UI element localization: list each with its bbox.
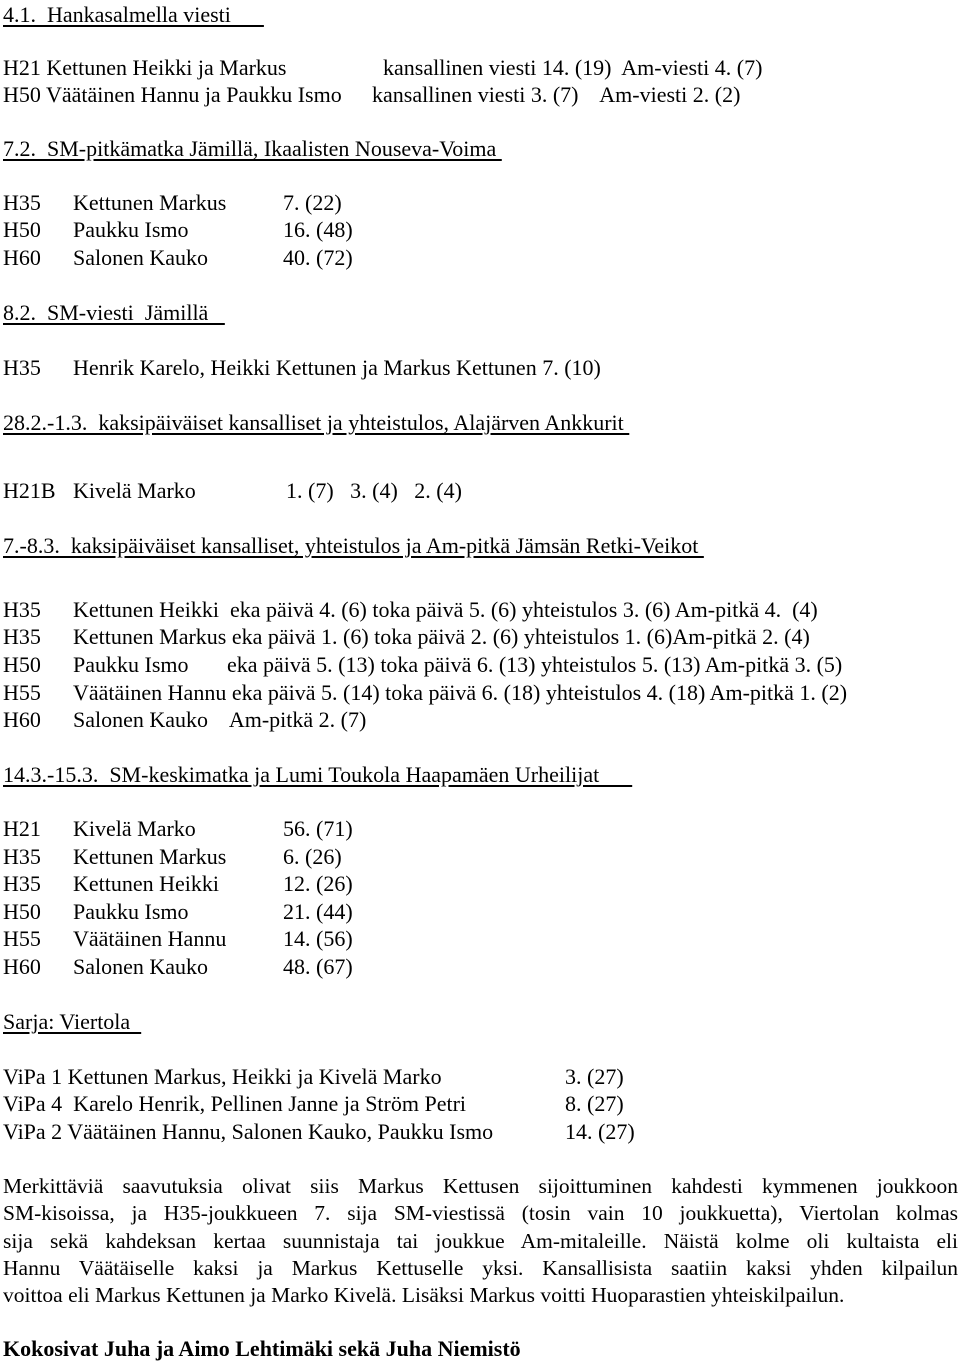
summary-line: Hannu Väätäiselle kaksi ja Markus Kettuselle yksi. Kansallisista saatiin kaksi yhden kilpailun [3,1255,958,1280]
result-name: Salonen Kauko [73,245,209,270]
result-class: H60 [3,707,41,732]
result-text: Kettunen Markus eka päivä 1. (6) toka päivä 2. (6) yhteistulos 1. (6)Am-pitkä 2. (4) [73,624,810,649]
result-class: H35 [3,844,41,869]
section-heading-jamsa: 7.-8.3. kaksipäiväiset kansalliset, yhteistulos ja Am-pitkä Jämsän Retki-Veikot [3,533,704,558]
result-class: H50 [3,652,41,677]
result-class: H60 [3,954,41,979]
author-credit: Kokosivat Juha ja Aimo Lehtimäki sekä Juha Niemistö [3,1336,521,1361]
result-class: H35 [3,624,41,649]
result-name: Kettunen Heikki [73,871,220,896]
result-name: H21 Kettunen Heikki ja Markus [3,55,287,80]
summary-line: SM-kisoissa, ja H35-joukkueen 7. sija SM-viestissä (tosin vain 10 joukkuetta), Viertolan kolmas [3,1201,958,1226]
result-value: 16. (48) [283,217,353,242]
result-value: 12. (26) [283,871,353,896]
result-name: Kivelä Marko [73,478,196,503]
result-name: Paukku Ismo [73,899,189,924]
result-class: H60 [3,245,41,270]
result-value: 48. (67) [283,954,353,979]
result-class: H55 [3,680,41,705]
result-text: Paukku Ismo eka päivä 5. (13) toka päivä 6. (13) yhteistulos 5. (13) Am-pitkä 3. (5) [73,652,843,677]
result-value: 14. (56) [283,926,353,951]
result-value: 56. (71) [283,816,353,841]
result-value: kansallinen viesti 3. (7) Am-viesti 2. (2) [372,82,741,107]
result-class: H21 [3,816,41,841]
team-name: ViPa 2 Väätäinen Hannu, Salonen Kauko, Paukku Ismo [3,1119,494,1144]
team-result: 3. (27) [565,1064,624,1089]
result-class: H35 [3,355,41,380]
team-result: 14. (27) [565,1119,635,1144]
team-result: 8. (27) [565,1091,624,1116]
result-class: H35 [3,190,41,215]
result-class: H35 [3,871,41,896]
result-class: H50 [3,217,41,242]
result-value: kansallinen viesti 14. (19) Am-viesti 4. (7) [383,55,763,80]
summary-line: voittoa eli Markus Kettunen ja Marko Kivelä. Lisäksi Markus voitti Huoparastien yhteiskilpailun. [3,1283,845,1308]
section-heading-alajarvi: 28.2.-1.3. kaksipäiväiset kansalliset ja yhteistulos, Alajärven Ankkurit [3,410,630,435]
result-name: Paukku Ismo [73,217,189,242]
result-text: Henrik Karelo, Heikki Kettunen ja Markus Kettunen 7. (10) [73,355,601,380]
result-name: Väätäinen Hannu [73,926,227,951]
section-heading-keskimatka: 14.3.-15.3. SM-keskimatka ja Lumi Toukola Haapamäen Urheilijat [3,762,633,787]
result-class: H50 [3,899,41,924]
result-class: H55 [3,926,41,951]
result-text: Väätäinen Hannu eka päivä 5. (14) toka päivä 6. (18) yhteistulos 4. (18) Am-pitkä 1. (2) [73,680,848,705]
result-value: 21. (44) [283,899,353,924]
result-name: Salonen Kauko [73,954,209,979]
summary-paragraph [3,1173,958,1309]
result-value: 6. (26) [283,844,342,869]
team-name: ViPa 4 Karelo Henrik, Pellinen Janne ja Ström Petri [3,1091,467,1116]
result-name: H50 Väätäinen Hannu ja Paukku Ismo [3,82,342,107]
team-name: ViPa 1 Kettunen Markus, Heikki ja Kivelä Marko [3,1064,442,1089]
result-class: H35 [3,597,41,622]
result-value: 40. (72) [283,245,353,270]
summary-line: Merkittäviä saavutuksia olivat siis Markus Kettusen sijoittuminen kahdesti kymmenen joukkoon [3,1174,958,1198]
result-class: H21B [3,478,56,503]
result-name: Kettunen Markus [73,190,227,215]
section-heading-smviesti: 8.2. SM-viesti Jämillä [3,300,225,325]
result-name: Kivelä Marko [73,816,196,841]
result-name: Kettunen Markus [73,844,227,869]
section-heading-viertola: Sarja: Viertola [3,1009,142,1034]
section-heading-hankasalmi: 4.1. Hankasalmella viesti [3,2,264,27]
section-heading-pitkamatka: 7.2. SM-pitkämatka Jämillä, Ikaalisten Nouseva-Voima [3,136,502,161]
summary-line: sija sekä kahdeksan kertaa suunnistaja tai joukkue Am-mitaleille. Näistä kolme oli kultaista eli [3,1228,958,1253]
result-text: Kettunen Heikki eka päivä 4. (6) toka päivä 5. (6) yhteistulos 3. (6) Am-pitkä 4. (4) [73,597,818,622]
result-text: Salonen Kauko Am-pitkä 2. (7) [73,707,367,732]
result-value: 7. (22) [283,190,342,215]
result-value: 1. (7) 3. (4) 2. (4) [286,478,462,503]
